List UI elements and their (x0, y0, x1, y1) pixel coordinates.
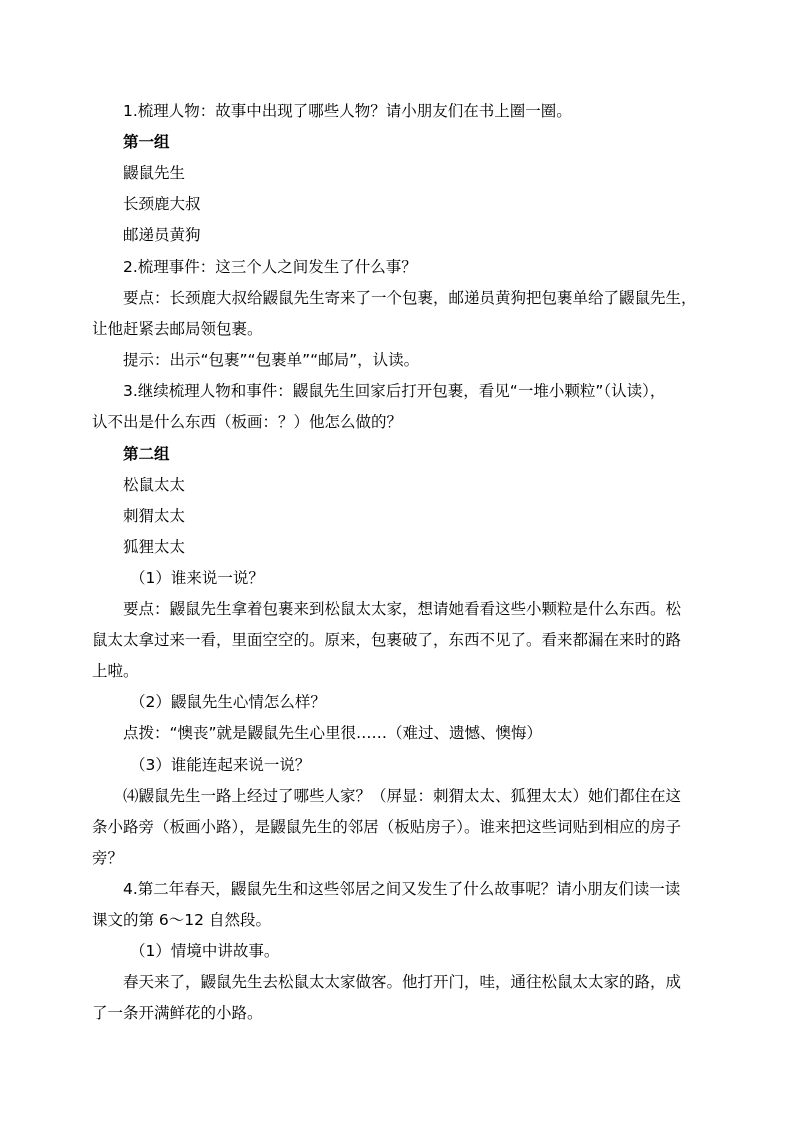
character-mole: 鼹鼠先生 (123, 164, 186, 182)
sub-step-storytelling: （1）情境中讲故事。 (130, 942, 280, 960)
character-postman-dog: 邮递员黄狗 (123, 226, 201, 244)
step-1-heading: 1.梳理人物：故事中出现了哪些人物？请小朋友们在书上圈一圈。 (123, 102, 572, 120)
step-4-line-2: 课文的第 6～12 自然段。 (92, 911, 271, 929)
story-line-1: 春天来了，鼹鼠先生去松鼠太太家做客。他打开门，哇，通往松鼠太太家的路，成 (123, 973, 682, 991)
key-point-1-line-2: 让他赶紧去邮局领包裹。 (92, 320, 263, 338)
guidance-line: 点拨：“懊丧”就是鼹鼠先生心里很……（难过、遗憾、懊悔） (123, 724, 543, 742)
key-point-2-line-3: 上啦。 (92, 662, 139, 680)
step-3-line-1: 3.继续梳理人物和事件：鼹鼠先生回家后打开包裹，看见“一堆小颗粒”（认读）， (123, 382, 666, 400)
step-4-line-1: 4.第二年春天，鼹鼠先生和这些邻居之间又发生了什么故事呢？请小朋友们读一读 (123, 880, 681, 898)
sub-question-4-line-1: ⑷鼹鼠先生一路上经过了哪些人家？（屏显：刺猬太太、狐狸太太）她们都住在这 (123, 787, 682, 805)
sub-question-4-line-3: 旁？ (92, 849, 124, 867)
story-line-2: 了一条开满鲜花的小路。 (92, 1004, 263, 1022)
sub-question-2: （2）鼹鼠先生心情怎么样？ (130, 693, 326, 711)
sub-question-1: （1）谁来说一说？ (130, 569, 264, 587)
character-fox: 狐狸太太 (123, 538, 186, 556)
hint-line: 提示：出示“包裹”“包裹单”“邮局”，认读。 (123, 351, 420, 369)
sub-question-3: （3）谁能连起来说一说？ (130, 756, 311, 774)
key-point-1-line-1: 要点：长颈鹿大叔给鼹鼠先生寄来了一个包裹，邮递员黄狗把包裹单给了鼹鼠先生， (123, 289, 697, 307)
group-1-label: 第一组 (123, 133, 170, 151)
step-2-heading: 2.梳理事件：这三个人之间发生了什么事？ (123, 258, 417, 276)
character-hedgehog: 刺猬太太 (123, 507, 186, 525)
step-3-line-2: 认不出是什么东西（板画：？）他怎么做的？ (92, 413, 403, 431)
character-giraffe: 长颈鹿大叔 (123, 195, 201, 213)
group-2-label: 第二组 (123, 445, 170, 463)
character-squirrel: 松鼠太太 (123, 476, 186, 494)
key-point-2-line-2: 鼠太太拿过来一看，里面空空的。原来，包裹破了，东西不见了。看来都漏在来时的路 (92, 631, 682, 649)
key-point-2-line-1: 要点：鼹鼠先生拿着包裹来到松鼠太太家，想请她看看这些小颗粒是什么东西。松 (123, 600, 682, 618)
sub-question-4-line-2: 条小路旁（板画小路），是鼹鼠先生的邻居（板贴房子）。谁来把这些词贴到相应的房子 (92, 818, 682, 836)
